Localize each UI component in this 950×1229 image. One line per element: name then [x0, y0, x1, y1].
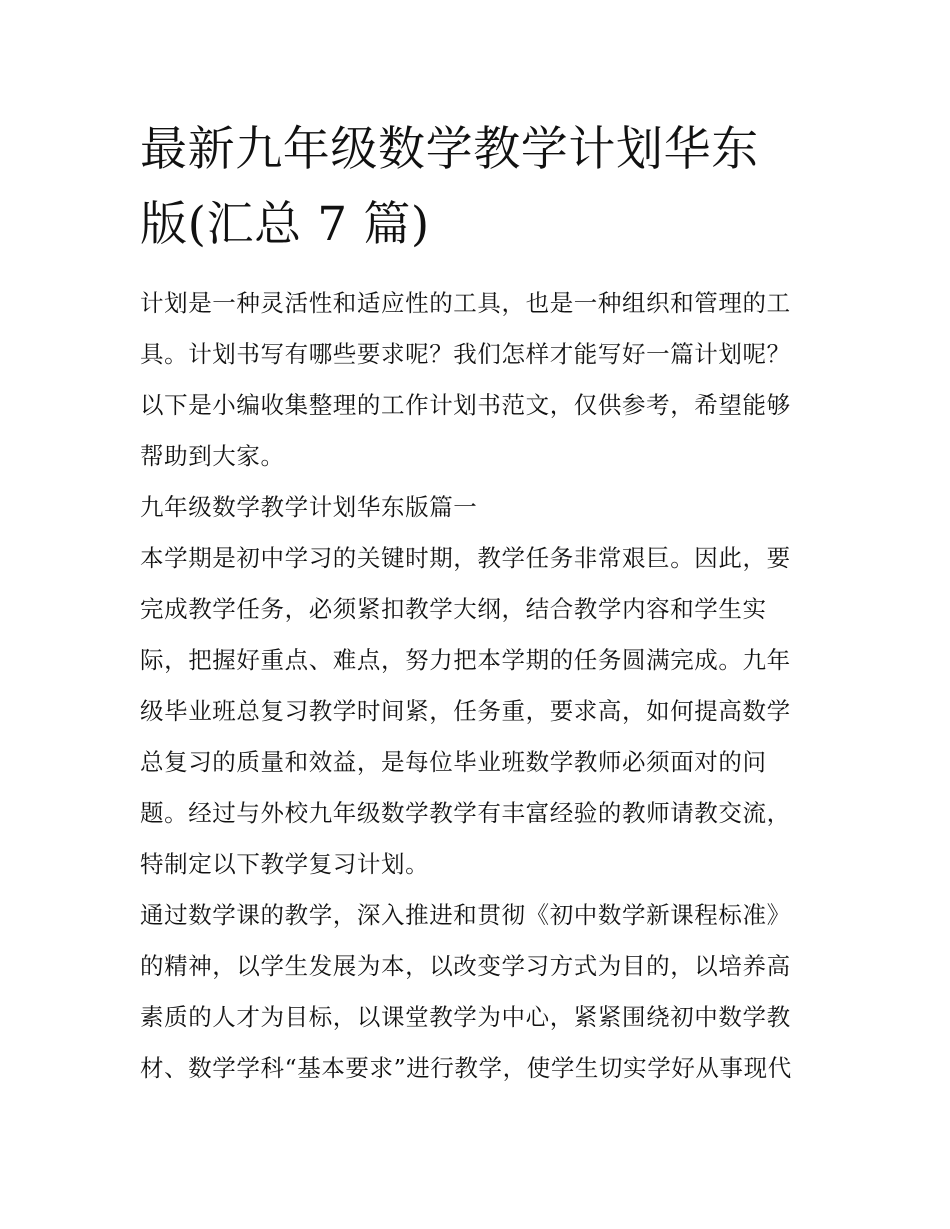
document-title	[140, 112, 820, 262]
title-line: 版(汇总 7 篇)	[140, 197, 430, 252]
section-heading: 九年级数学教学计划华东版篇一	[140, 493, 478, 521]
paragraph-line: 素质的人才为目标，以课堂教学为中心，紧紧围绕初中数学教	[140, 1003, 791, 1031]
paragraph-line: 级毕业班总复习教学时间紧，任务重，要求高，如何提高数学	[140, 697, 791, 725]
paragraph-line: 完成教学任务，必须紧扣教学大纲，结合教学内容和学生实	[140, 595, 767, 623]
paragraph-line: 题。经过与外校九年级数学教学有丰富经验的教师请教交流，	[140, 799, 791, 827]
document-body	[140, 278, 820, 1094]
intro-line: 以下是小编收集整理的工作计划书范文，仅供参考，希望能够	[140, 391, 791, 419]
paragraph-line: 材、数学学科“基本要求”进行教学，使学生切实学好从事现代	[140, 1054, 792, 1082]
intro-line: 具。计划书写有哪些要求呢？我们怎样才能写好一篇计划呢？	[140, 340, 791, 368]
intro-line: 帮助到大家。	[140, 442, 285, 470]
paragraph-line: 本学期是初中学习的关键时期，教学任务非常艰巨。因此，要	[140, 544, 791, 572]
paragraph-line: 的精神，以学生发展为本，以改变学习方式为目的，以培养高	[140, 952, 791, 980]
intro-line: 计划是一种灵活性和适应性的工具，也是一种组织和管理的工	[140, 289, 791, 317]
paragraph-line: 际，把握好重点、难点，努力把本学期的任务圆满完成。九年	[140, 646, 791, 674]
paragraph-line: 总复习的质量和效益，是每位毕业班数学教师必须面对的问	[140, 748, 767, 776]
paragraph-line: 特制定以下教学复习计划。	[140, 850, 430, 878]
title-line: 最新九年级数学教学计划华东	[140, 122, 759, 177]
paragraph-line: 通过数学课的教学，深入推进和贯彻《初中数学新课程标准》	[140, 901, 791, 929]
